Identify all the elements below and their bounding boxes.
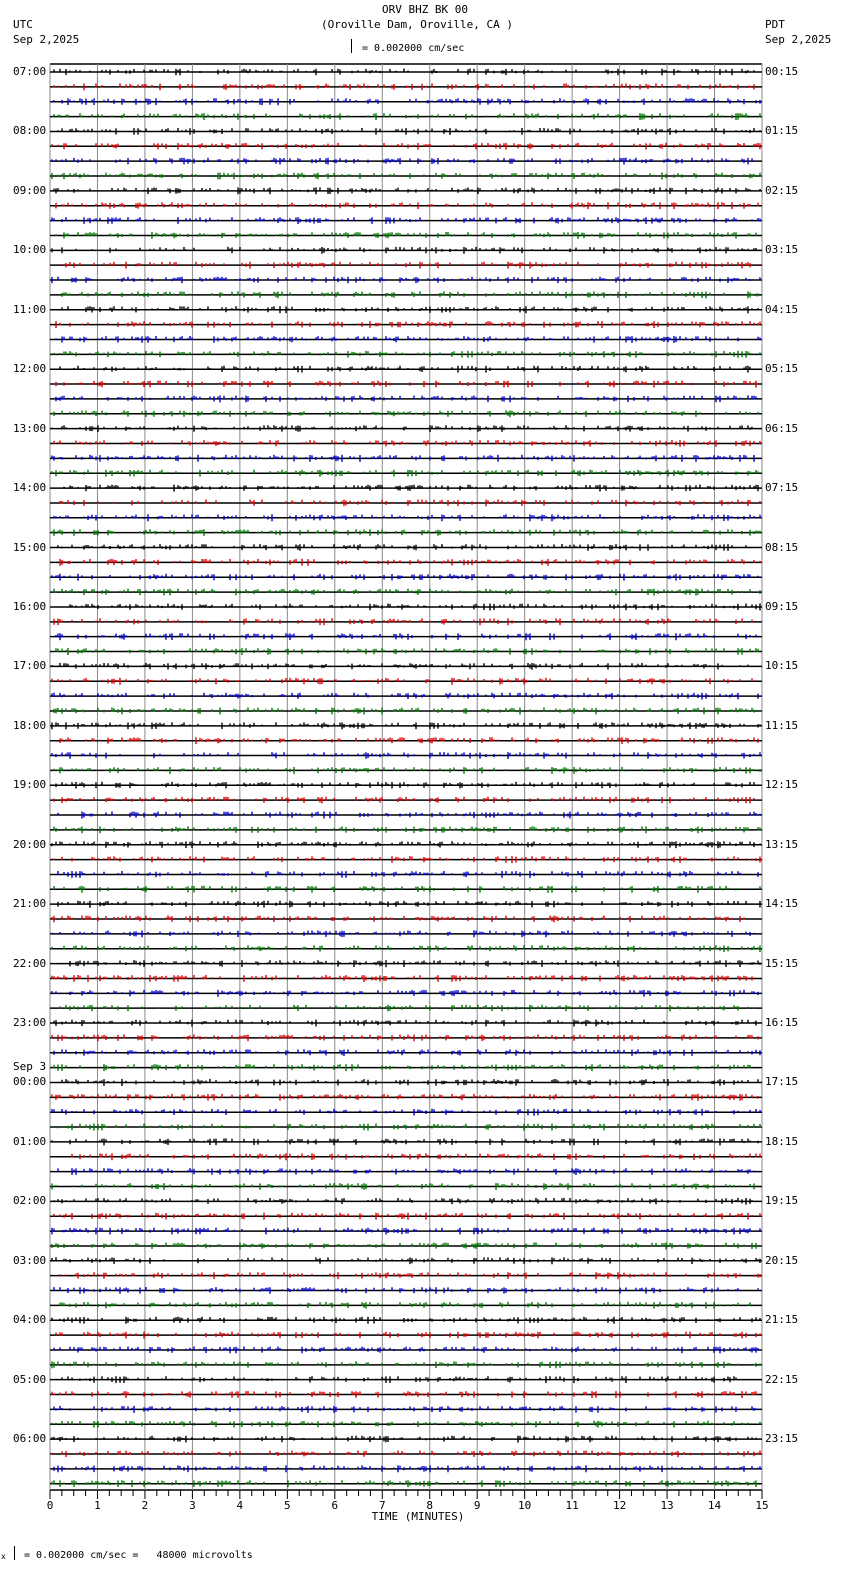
x-tick-label: 4: [236, 1499, 244, 1512]
pdt-hour-label: 21:15: [765, 1313, 799, 1327]
pdt-hour-label: 14:15: [765, 897, 799, 911]
utc-hour-label: 10:00: [13, 243, 47, 257]
x-tick-label: 13: [660, 1499, 674, 1512]
station-title: ORV BHZ BK 00: [381, 3, 469, 16]
x-tick-label: 2: [141, 1499, 149, 1512]
x-tick-label: 0: [46, 1499, 54, 1512]
x-tick-label: 11: [565, 1499, 579, 1512]
pdt-hour-label: 03:15: [765, 243, 799, 257]
pdt-hour-label: 07:15: [765, 481, 799, 495]
footer-mark: x: [1, 1552, 6, 1561]
pdt-hour-label: 23:15: [765, 1432, 799, 1446]
x-tick-label: 15: [755, 1499, 769, 1512]
pdt-hour-label: 02:15: [765, 183, 799, 197]
utc-hour-label: 12:00: [13, 362, 47, 376]
pdt-hour-label: 15:15: [765, 956, 799, 970]
utc-hour-label: 18:00: [13, 718, 47, 732]
pdt-hour-label: 12:15: [765, 778, 799, 792]
x-tick-label: 5: [284, 1499, 291, 1512]
utc-hour-label: 01:00: [13, 1134, 47, 1148]
pdt-hour-label: 05:15: [765, 362, 799, 376]
pdt-hour-label: 06:15: [765, 421, 799, 435]
date-change-label: Sep 3: [13, 1060, 47, 1074]
utc-hour-label: 11:00: [13, 302, 47, 316]
utc-hour-label: 07:00: [13, 65, 47, 78]
utc-hour-label: 00:00: [13, 1075, 47, 1089]
pdt-hour-label: 20:15: [765, 1253, 799, 1267]
left-timezone: UTC: [13, 18, 33, 31]
x-tick-label: 9: [473, 1499, 481, 1512]
x-tick-label: 1: [94, 1499, 101, 1512]
x-tick-label: 6: [331, 1499, 339, 1512]
pdt-hour-label: 11:15: [765, 718, 799, 732]
pdt-hour-label: 19:15: [765, 1194, 799, 1208]
x-tick-label: 14: [707, 1499, 722, 1512]
right-date: Sep 2,2025: [765, 33, 832, 46]
utc-hour-label: 02:00: [13, 1194, 47, 1208]
utc-hour-label: 21:00: [13, 897, 47, 911]
pdt-hour-label: 09:15: [765, 599, 799, 613]
pdt-hour-label: 01:15: [765, 124, 799, 138]
utc-hour-label: 05:00: [13, 1372, 47, 1386]
utc-hour-label: 03:00: [13, 1253, 47, 1267]
footer-scale-bar-icon: [14, 1546, 15, 1560]
x-tick-label: 7: [378, 1499, 386, 1512]
utc-hour-label: 16:00: [13, 599, 47, 613]
x-axis-label: TIME (MINUTES): [371, 1510, 465, 1523]
scale-label: = 0.002000 cm/sec: [362, 43, 465, 54]
pdt-hour-label: 13:15: [765, 837, 799, 851]
left-date: Sep 2,2025: [13, 33, 80, 46]
pdt-hour-label: 04:15: [765, 302, 799, 316]
x-tick-label: 12: [612, 1499, 627, 1512]
pdt-hour-label: 08:15: [765, 540, 799, 554]
x-tick-label: 8: [426, 1499, 434, 1512]
utc-hour-label: 17:00: [13, 659, 47, 673]
pdt-hour-label: 16:15: [765, 1016, 799, 1030]
utc-hour-label: 20:00: [13, 837, 47, 851]
x-tick-label: 10: [518, 1499, 532, 1512]
x-tick-label: 3: [189, 1499, 196, 1512]
utc-hour-label: 23:00: [13, 1016, 47, 1030]
right-timezone: PDT: [765, 18, 785, 31]
pdt-hour-label: 18:15: [765, 1134, 799, 1148]
utc-hour-label: 19:00: [13, 778, 47, 792]
utc-hour-label: 13:00: [13, 421, 47, 435]
pdt-hour-label: 10:15: [765, 659, 799, 673]
utc-hour-label: 04:00: [13, 1313, 47, 1327]
pdt-hour-label: 22:15: [765, 1372, 799, 1386]
utc-hour-label: 06:00: [13, 1432, 47, 1446]
seismic-trace: [54, 1347, 758, 1354]
station-location: (Oroville Dam, Oroville, CA ): [320, 18, 514, 31]
pdt-hour-label: 17:15: [765, 1075, 799, 1089]
utc-hour-label: 14:00: [13, 481, 47, 495]
utc-hour-label: 15:00: [13, 540, 47, 554]
utc-hour-label: 08:00: [13, 124, 47, 138]
footer-scale-label: = 0.002000 cm/sec = 48000 microvolts: [24, 1550, 253, 1561]
utc-hour-label: 09:00: [13, 183, 47, 197]
utc-hour-label: 22:00: [13, 956, 47, 970]
pdt-hour-label: 00:15: [765, 65, 799, 78]
